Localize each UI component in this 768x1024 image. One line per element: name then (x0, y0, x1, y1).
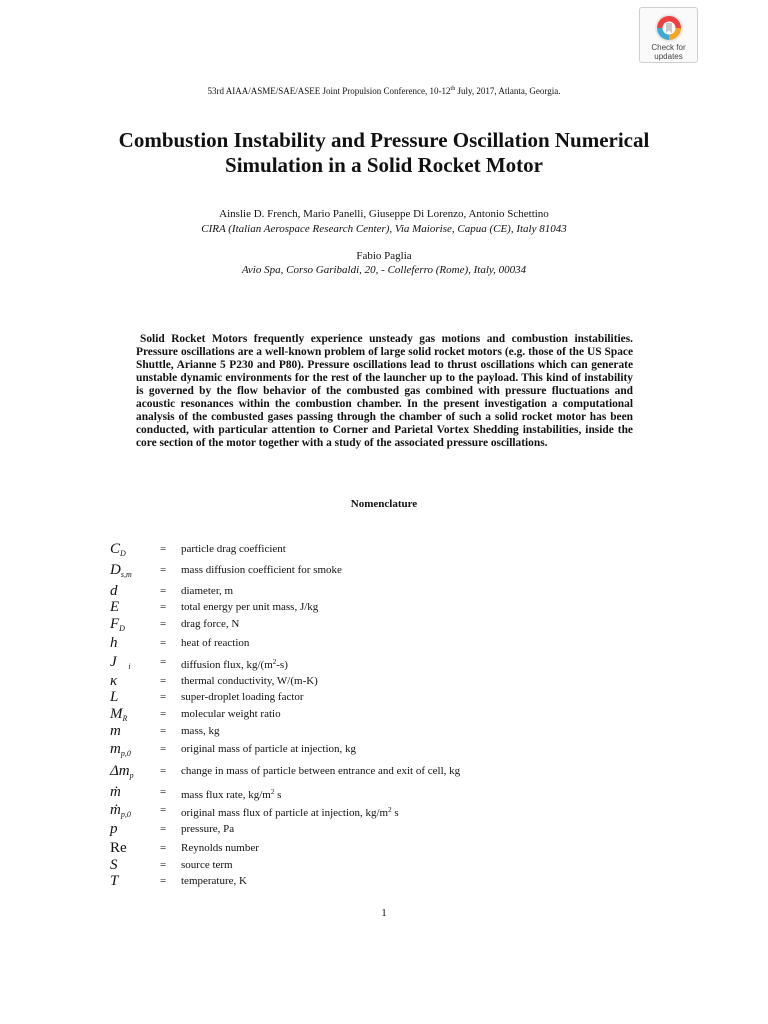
nomenclature-description: mass flux rate, $kg/m^2$ s (181, 788, 282, 801)
conference-header: 53rd AIAA/ASME/SAE/ASEE Joint Propulsion Conference, 10-12th July, 2017, Atlanta, Georgia. (207, 86, 561, 96)
nomenclature-row (0, 802, 768, 818)
nomenclature-description: Reynolds number (181, 842, 259, 854)
nomenclature-description: drag force, N (181, 618, 240, 630)
nomenclature-symbol: ṁ$_{p,0}$ (110, 802, 131, 819)
nomenclature-symbol: E (110, 599, 120, 615)
badge-label-1: Check for (651, 43, 686, 52)
nomenclature-description: total energy per unit mass, J/kg (181, 601, 319, 613)
nomenclature-row (0, 654, 768, 670)
nomenclature-symbol: $F_D$ (110, 616, 125, 633)
paper-title (0, 128, 768, 178)
nomenclature-equals: = (160, 875, 167, 887)
author-names-1: Ainslie D. French, Mario Panelli, Giuseppe Di Lorenzo, Antonio Schettino (219, 208, 549, 220)
nomenclature-symbol: $\Delta m_p$ (110, 763, 134, 780)
abstract: Solid Rocket Motors frequently experience unsteady gas motions and combustion instabilities. Pressure oscillations are a well-known problem of large solid rocket motors (e.g. those of the US Space Shuttle, Arianne 5 P230 and P80). Pressure oscillations lead to thrust oscillations which can generate unstable dynamic environments for the rest of the launcher up to the payload. This kind of instability is governed by the flow behavior of the combusted gas combined with pressure fluctuations and acoustic resonances within the combustion chamber. In the present investigation a computational analysis of the combusted gases passing through the chamber of such a solid rocket motor has been conducted, with particular attention to Corner and Parietal Vortex Shedding instabilities, inside the core section of the motor together with a study of the associated pressure oscillations. (136, 333, 633, 449)
nomenclature-equals: = (160, 804, 167, 816)
nomenclature-row (0, 784, 768, 800)
author-names-2: Fabio Paglia (356, 250, 412, 262)
nomenclature-row (0, 873, 768, 889)
nomenclature-description: temperature, K (181, 875, 247, 887)
nomenclature-row (0, 562, 768, 578)
nomenclature-row (0, 541, 768, 557)
nomenclature-equals: = (160, 765, 167, 777)
nomenclature-equals: = (160, 691, 167, 703)
nomenclature-description: molecular weight ratio (181, 708, 281, 720)
nomenclature-description: diffusion flux, $kg/(m^2-s)$ (181, 658, 288, 671)
nomenclature-row (0, 821, 768, 837)
nomenclature-equals: = (160, 708, 167, 720)
nomenclature-equals: = (160, 842, 167, 854)
nomenclature-row (0, 635, 768, 651)
nomenclature-description: super-droplet loading factor (181, 691, 304, 703)
author-affiliation-1: CIRA (Italian Aerospace Research Center), Via Maiorise, Capua (CE), Italy 81043 (201, 223, 567, 235)
nomenclature-equals: = (160, 725, 167, 737)
nomenclature-symbol: $M_R$ (110, 706, 128, 723)
nomenclature-equals: = (160, 786, 167, 798)
badge-label-2: updates (654, 52, 683, 61)
nomenclature-symbol: S (110, 857, 118, 873)
nomenclature-symbol: $C_D$ (110, 541, 126, 558)
nomenclature-equals: = (160, 675, 167, 687)
title-line-1: Combustion Instability and Pressure Oscillation Numerical (118, 128, 650, 152)
title-line-2: Simulation in a Solid Rocket Motor (225, 153, 543, 177)
nomenclature-symbol: T (110, 873, 119, 889)
nomenclature-row (0, 706, 768, 722)
nomenclature-description: original mass of particle at injection, kg (181, 743, 357, 755)
nomenclature-row (0, 741, 768, 757)
nomenclature-row (0, 673, 768, 689)
nomenclature-symbol: κ (110, 673, 118, 689)
nomenclature-symbol: h (110, 635, 118, 651)
nomenclature-row (0, 689, 768, 705)
nomenclature-equals: = (160, 564, 167, 576)
nomenclature-symbol: $J⃗_i$ (110, 654, 131, 671)
nomenclature-description: source term (181, 859, 233, 871)
nomenclature-equals: = (160, 543, 167, 555)
nomenclature-description: change in mass of particle between entrance and exit of cell, kg (181, 765, 461, 777)
nomenclature-symbol: d (110, 583, 118, 599)
nomenclature-description: pressure, Pa (181, 823, 235, 835)
nomenclature-symbol: p (110, 821, 118, 837)
nomenclature-description: original mass flux of particle at injection, $kg/m^2$ s (181, 806, 399, 819)
nomenclature-symbol: $m_{p,0}$ (110, 741, 131, 758)
nomenclature-symbol: Re (110, 840, 127, 856)
nomenclature-row (0, 723, 768, 739)
nomenclature-row (0, 599, 768, 615)
nomenclature-description: mass diffusion coefficient for smoke (181, 564, 342, 576)
nomenclature-description: mass, kg (181, 725, 220, 737)
nomenclature-description: particle drag coefficient (181, 543, 286, 555)
nomenclature-symbol: L (110, 689, 119, 705)
nomenclature-row (0, 583, 768, 599)
author-affiliation-2: Avio Spa, Corso Garibaldi, 20, - Colleferro (Rome), Italy, 00034 (241, 264, 527, 276)
nomenclature-heading: Nomenclature (350, 498, 418, 510)
check-for-updates-badge[interactable] (639, 7, 698, 63)
nomenclature-equals: = (160, 618, 167, 630)
nomenclature-description: diameter, m (181, 585, 234, 597)
nomenclature-equals: = (160, 585, 167, 597)
nomenclature-symbol: $D_{s,m}$ (110, 562, 132, 579)
page-number: 1 (381, 907, 387, 919)
nomenclature-equals: = (160, 637, 167, 649)
nomenclature-equals: = (160, 656, 167, 668)
nomenclature-equals: = (160, 859, 167, 871)
nomenclature-equals: = (160, 601, 167, 613)
crossmark-icon (654, 13, 684, 43)
nomenclature-symbol: ṁ (110, 784, 121, 800)
nomenclature-row (0, 857, 768, 873)
nomenclature-equals: = (160, 743, 167, 755)
nomenclature-row (0, 840, 768, 856)
nomenclature-description: thermal conductivity, W/(m-K) (181, 675, 318, 687)
nomenclature-row (0, 616, 768, 632)
nomenclature-symbol: m (110, 723, 121, 739)
nomenclature-equals: = (160, 823, 167, 835)
nomenclature-description: heat of reaction (181, 637, 250, 649)
nomenclature-row (0, 763, 768, 779)
